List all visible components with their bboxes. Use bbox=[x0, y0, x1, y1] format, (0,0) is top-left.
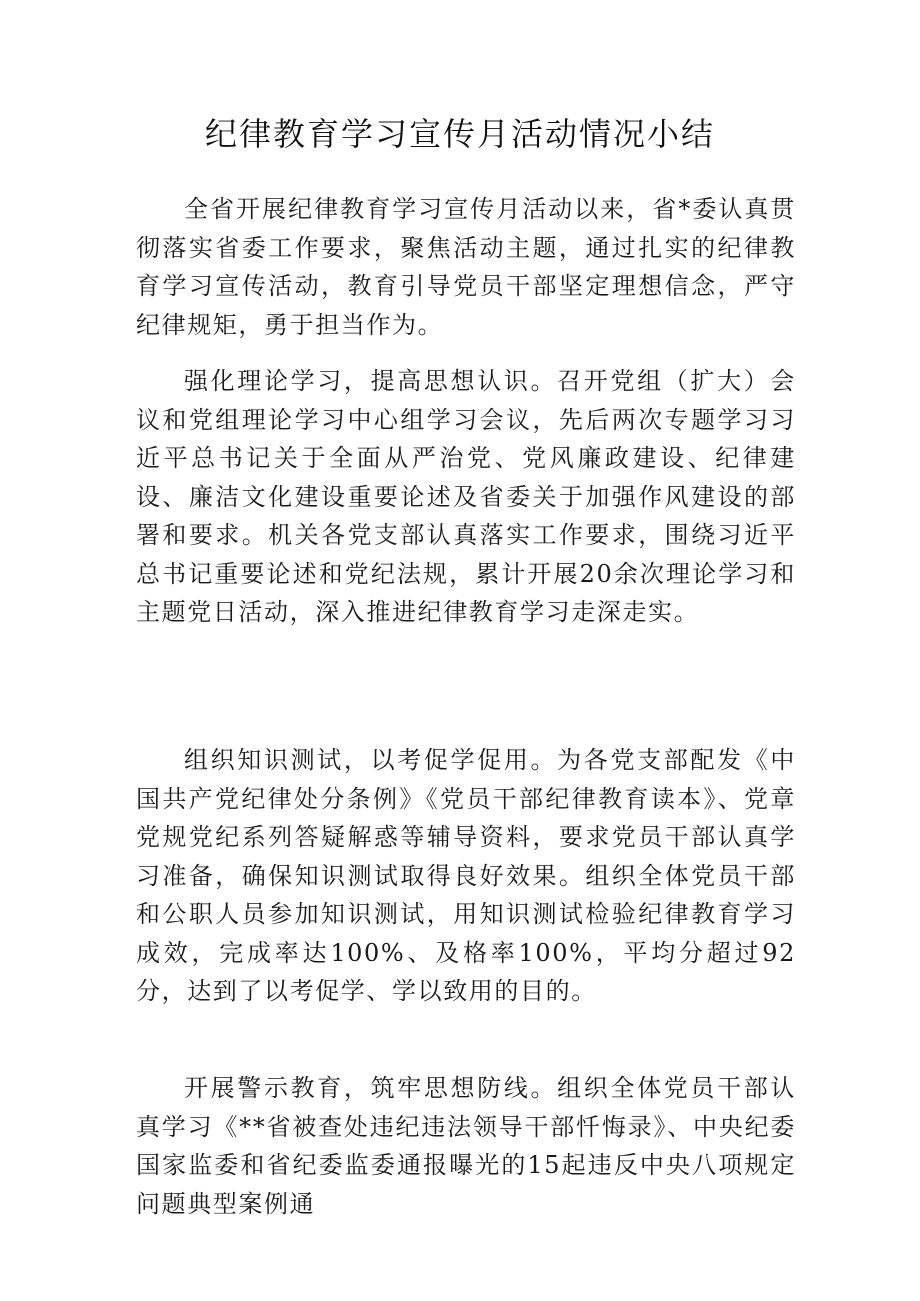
paragraph-theory-study: 强化理论学习，提高思想认识。召开党组（扩大）会议和党组理论学习中心组学习会议，先后两次专题学习习近平总书记关于全面从严治党、党风廉政建设、纪律建设、廉洁文化建设重要论述及省委关于加强作风建设的部署和要求。机关各党支部认真落实工作要求，围绕习近平总书记重要论述和党纪法规，累计开展20余次理论学习和主题党日活动，深入推进纪律教育学习走深走实。 bbox=[136, 367, 796, 626]
paragraph-warning-education: 开展警示教育，筑牢思想防线。组织全体党员干部认真学习《**省被查处违纪违法领导干部忏悔录》、中央纪委国家监委和省纪委监委通报曝光的15起违反中央八项规定问题典型案例通 bbox=[136, 1074, 796, 1218]
paragraph-knowledge-test: 组织知识测试，以考促学促用。为各党支部配发《中国共产党纪律处分条例》《党员干部纪律教育读本》、党章党规党纪系列答疑解惑等辅导资料，要求党员干部认真学习准备，确保知识测试取得良好效果。组织全体党员干部和公职人员参加知识测试，用知识测试检验纪律教育学习成效，完成率达100%、及格率100%，平均分超过92分，达到了以考促学、学以致用的目的。 bbox=[136, 746, 796, 1005]
document-title: 纪律教育学习宣传月活动情况小结 bbox=[204, 115, 715, 153]
paragraph-intro: 全省开展纪律教育学习宣传月活动以来，省*委认真贯彻落实省委工作要求，聚焦活动主题，通过扎实的纪律教育学习宣传活动，教育引导党员干部坚定理想信念，严守纪律规矩，勇于担当作为。 bbox=[136, 195, 796, 339]
